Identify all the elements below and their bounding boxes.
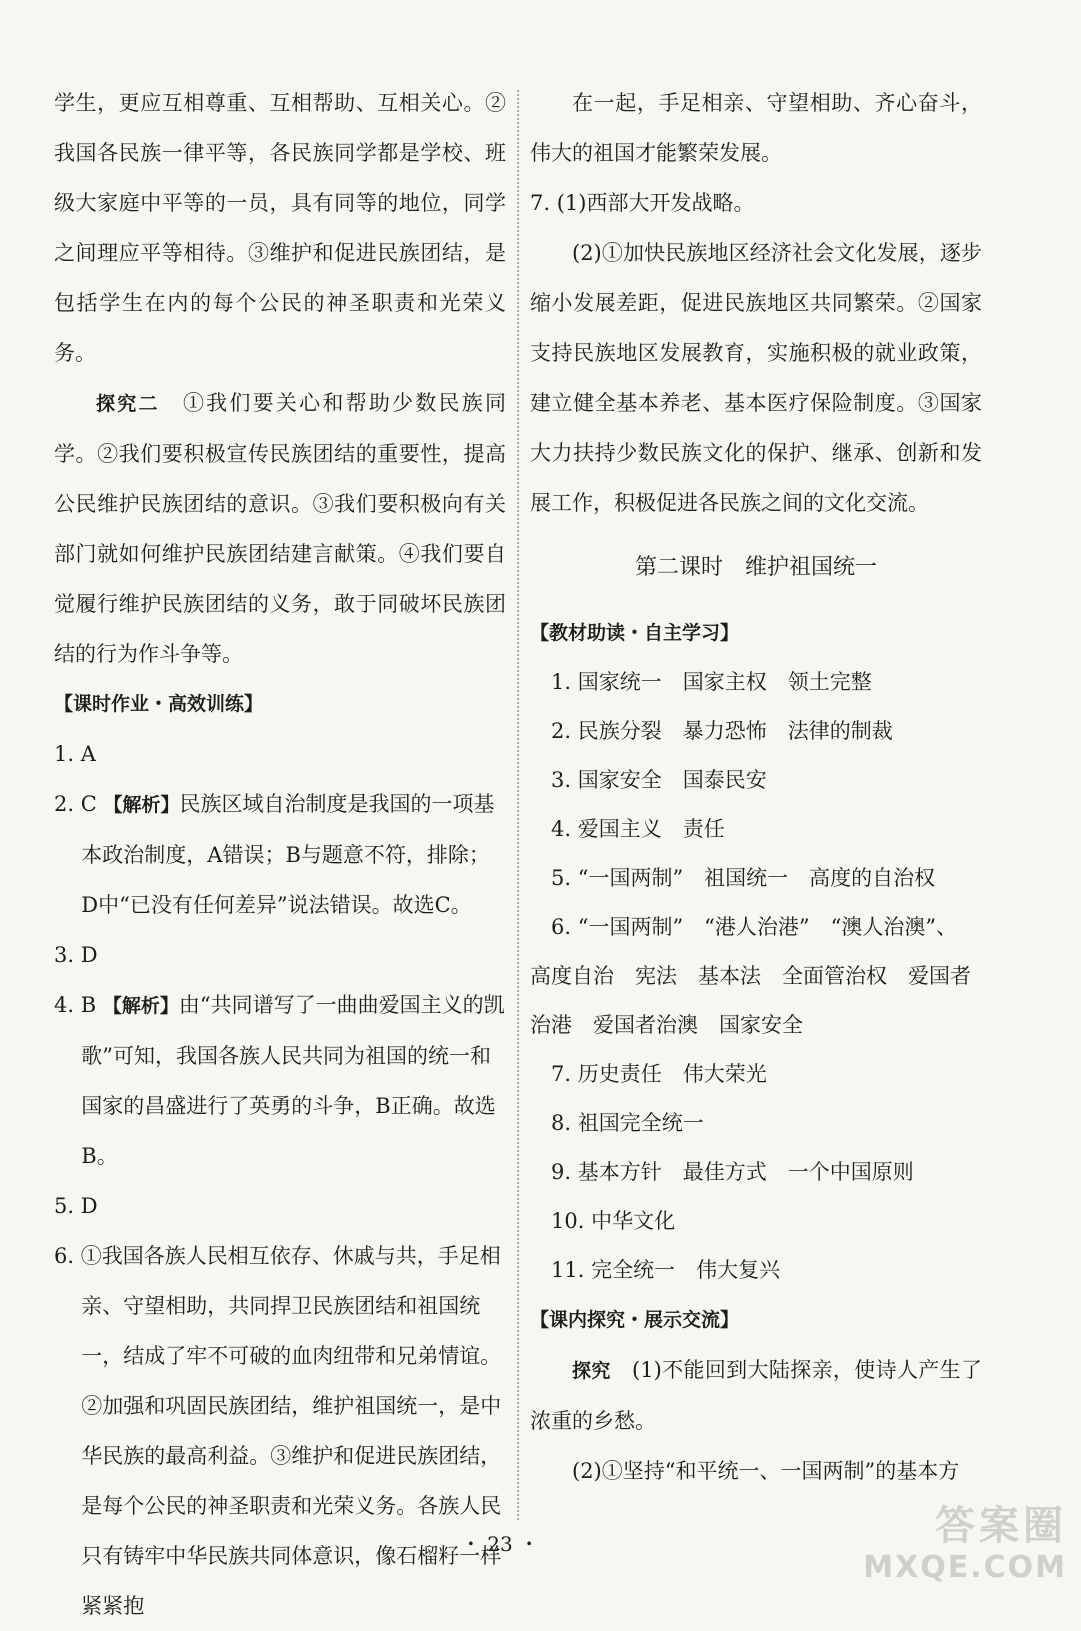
- item-answer: D: [80, 1194, 98, 1218]
- reading-item-2: 2. 民族分裂 暴力恐怖 法律的制裁: [551, 719, 893, 743]
- reading-item-5: 5. “一国两制” 祖国统一 高度的自治权: [551, 866, 936, 890]
- tanjiu-paragraph: [530, 1345, 982, 1446]
- item-number: 5.: [54, 1194, 81, 1218]
- watermark-logo: [847, 1502, 1067, 1592]
- item-answer: B: [80, 993, 97, 1017]
- answer-item-7a: 7. (1)西部大开发战略。: [530, 191, 755, 215]
- answer-item-3: [54, 930, 506, 980]
- watermark-text: 答案圈: [935, 1503, 1067, 1549]
- reading-item-9: 9. 基本方针 最佳方式 一个中国原则: [551, 1160, 914, 1184]
- tanjiu2-label: 探究二: [96, 393, 160, 415]
- item-number: 1.: [54, 742, 81, 766]
- watermark-url: MXQE.COM: [863, 1550, 1067, 1585]
- left-column: [54, 78, 506, 1631]
- reading-item-11: 11. 完全统一 伟大复兴: [551, 1258, 781, 1282]
- item-number: 2.: [54, 792, 81, 816]
- reading-item-8: 8. 祖国完全统一: [551, 1111, 704, 1135]
- reading-item-6-continued: 高度自治 宪法 基本法 全面管治权 爱国者治港 爱国者治澳 国家安全: [530, 964, 971, 1037]
- reading-item-3: 3. 国家安全 国泰民安: [551, 768, 767, 792]
- reading-item-1: 1. 国家统一 国家主权 领土完整: [551, 670, 872, 694]
- right-column: [530, 78, 982, 1496]
- column-divider: [517, 90, 519, 1520]
- answer-item-6: [54, 1231, 506, 1631]
- section-heading-homework: 【课时作业・高效训练】: [54, 693, 264, 715]
- item-answer: D: [80, 943, 98, 967]
- reading-item-4: 4. 爱国主义 责任: [551, 817, 725, 841]
- reading-item-7: 7. 历史责任 伟大荣光: [551, 1062, 767, 1086]
- intro-paragraph: 学生，更应互相尊重、互相帮助、互相关心。②我国各民族一律平等，各民族同学都是学校、班级大家庭中平等的一员，具有同等的地位，同学之间理应平等相待。③维护和促进民族团结，是包括学生在内的每个公民的神圣职责和光荣义务。: [54, 91, 506, 365]
- item-answer: C: [80, 792, 97, 816]
- item-answer: A: [80, 742, 96, 766]
- lesson-title: 第二课时 维护祖国统一: [634, 555, 877, 580]
- tanjiu-label: 探究: [572, 1360, 611, 1382]
- section-heading-explore: 【课内探究・展示交流】: [530, 1309, 740, 1331]
- tanjiu2-text: ①我们要关心和帮助少数民族同学。②我们要积极宣传民族团结的重要性，提高公民维护民族团结的意识。③我们要积极向有关部门就如何维护民族团结建言献策。④我们要自觉履行维护民族团结的义务，敢于同破坏民族团结的行为作斗争等。: [54, 391, 506, 666]
- item-answer: ①我国各族人民相互依存、休戚与共，手足相亲、守望相助，共同捍卫民族团结和祖国统一，结成了牢不可破的血肉纽带和兄弟情谊。②加强和巩固民族团结，维护祖国统一，是中华民族的最高利益。③维护和促进民族团结，是每个公民的神圣职责和光荣义务。各族人民只有铸牢中华民族共同体意识，像石榴籽一样紧紧抱: [80, 1244, 502, 1618]
- analysis-label: 【解析】: [103, 794, 180, 816]
- tanjiu-part-2: (2)①坚持“和平统一、一国两制”的基本方: [572, 1459, 960, 1483]
- section-heading-reading: 【教材助读・自主学习】: [530, 622, 740, 644]
- answer-item-4: [54, 980, 506, 1181]
- reading-item-6: 6. “一国两制” “港人治港” “澳人治澳”、: [551, 915, 958, 939]
- reading-item-10: 10. 中华文化: [551, 1209, 676, 1233]
- answer-item-1: [54, 729, 506, 779]
- analysis-label: 【解析】: [102, 995, 179, 1017]
- tanjiu-text: (1)不能回到大陆探亲，使诗人产生了浓重的乡愁。: [530, 1358, 982, 1433]
- continuation-paragraph: 在一起，手足相亲、守望相助、齐心奋斗，伟大的祖国才能繁荣发展。: [530, 91, 982, 165]
- item-explanation: 由“共同谱写了一曲曲爱国主义的凯歌”可知，我国各族人民共同为祖国的统一和国家的昌盛进行了英勇的斗争，B正确。故选B。: [81, 993, 505, 1168]
- answer-item-2: [54, 779, 506, 930]
- item-explanation: 民族区域自治制度是我国的一项基本政治制度，A错误；B与题意不符，排除；D中“已没有任何差异”说法错误。故选C。: [81, 792, 495, 917]
- answer-item-5: [54, 1181, 506, 1231]
- answer-item-7b: (2)①加快民族地区经济社会文化发展，逐步缩小发展差距，促进民族地区共同繁荣。②国家支持民族地区发展教育，实施积极的就业政策，建立健全基本养老、基本医疗保险制度。③国家大力扶持少数民族文化的保护、继承、创新和发展工作，积极促进各民族之间的文化交流。: [530, 241, 982, 515]
- tanjiu2-paragraph: [54, 378, 506, 679]
- page-number: ・ 23 ・: [460, 1532, 540, 1556]
- item-number: 3.: [54, 943, 81, 967]
- item-number: 6.: [54, 1244, 81, 1268]
- item-number: 4.: [54, 993, 81, 1017]
